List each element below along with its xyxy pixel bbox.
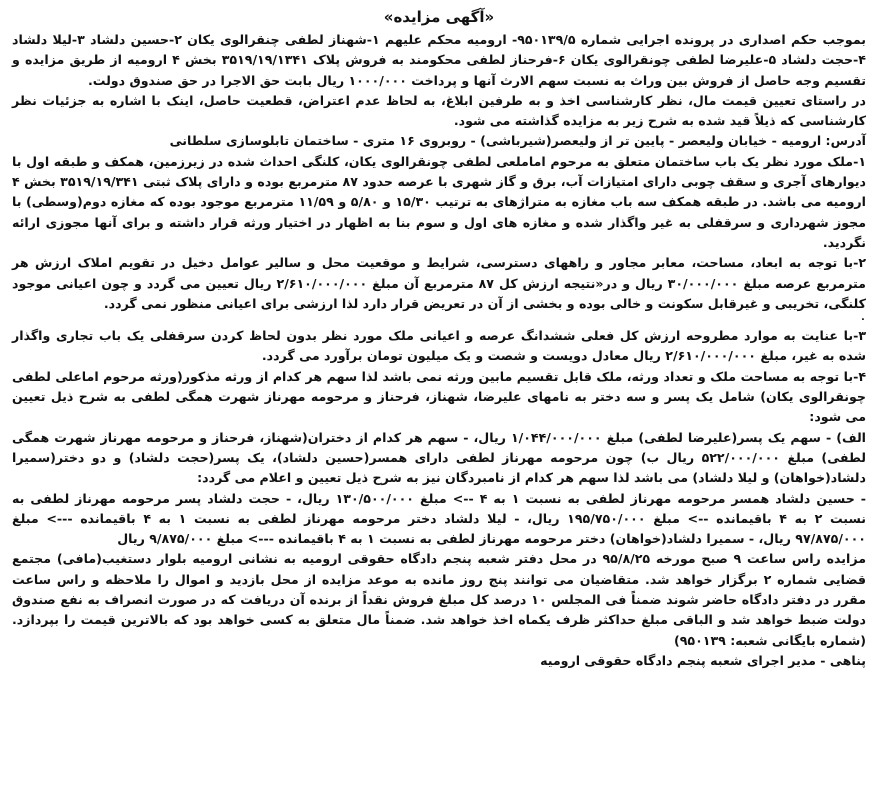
auction-details-paragraph: مزایده راس ساعت ۹ صبح مورخه ۹۵/۸/۲۵ در محل دفتر شعبه پنجم دادگاه حقوقی ارومیه به نشانی ارومیه بلوار دستغیب(مافی) مجتمع قضایی شماره ۲ برگزار خواهد شد. متقاضیان می توانند پنج روز مانده به موعد مزایده از محل بازدید و اموال را ملاحظه و راس ساعت مقرر در دفتر دادگاه حاضر شوند ضمناً فی المجلس ۱۰ درصد کل مبلغ فروش نقداً از برنده آن دریافت که در صورت انصراف به نفع صندوق دولت ضبط خواهد شد و الباقی مبلغ حداکثر ظرف یکماه اخذ خواهد شد. ضمناً مال متعلق به کسی خواهد بود که بالاترین قیمت را بپردازد.(شماره بایگانی شعبه: ۹۵۰۱۳۹) — [12, 551, 867, 648]
item-2-paragraph: ۲-با توجه به ابعاد، مساحت، معابر مجاور و راههای دسترسی، شرایط و موقعیت محل و سالیر عوامل دخیل در تقویم املاک ارزش هر مترمربع عرصه مبلغ ۳۰/۰۰۰/۰۰۰ ریال و در«نتیجه ارزش کل ۸۷ مترمربع آن مبلغ ۲/۶۱۰/۰۰۰/۰۰۰ ریال تعیین می گردد و چون اعیانی موجود کلنگی، تخریبی و غیرقابل سکونت و خالی بوده و بخشی از آن در تعریض قرار دارد لذا ارزشی برای اعیانی منظور نمی گردد. — [12, 255, 866, 311]
item-1-paragraph: ۱-ملک مورد نظر یک باب ساختمان متعلق به مرحوم اماملعی لطفی چونقرالوی یکان، کلنگی احداث شده در زیرزمین، همکف و طبقه اول با دیوارهای آجری و سقف چوبی دارای امتیازات آب، برق و گاز شهری با عرصه حدود ۸۷ مترمربع بوده و دارای پلاک ثبتی ۳۵۱۹/۱۹/۳۴۱ بخش ۴ ارومیه می باشد. در طبقه همکف سه باب مغازه به متراژهای به ترتیب ۱۵/۳۰ و ۵/۸۰ و ۱۱/۵۹ مترمربع موجود بوده که مغازه دوم(وسطی) با مجوز شهرداری و سرقفلی به غیر واگذار شده و مغازه های اول و سوم بنا به اظهار در اختیار ورثه قرار داشته و برای آنها مجوزی ارائه نگردید. — [12, 153, 866, 250]
share-b-paragraph: - حسین دلشاد همسر مرحومه مهرناز لطفی به نسبت ۱ به ۴ --> مبلغ ۱۳۰/۵۰۰/۰۰۰ ریال، - حجت دلشاد پسر مرحومه مهرناز لطفی به نسبت ۲ به ۴ باقیمانده --> مبلغ ۱۹۵/۷۵۰/۰۰۰ ریال، - لیلا دلشاد دختر مرحومه مهرناز لطفی به نسبت ۱ به ۴ باقیمانده ---> مبلغ ۹۷/۸۷۵/۰۰۰ ریال، - سمیرا دلشاد(خواهان) دختر مرحومه مهرناز لطفی به نسبت ۱ به ۴ باقیمانده ---> مبلغ ۹/۸۷۵/۰۰۰ ریال — [12, 490, 867, 547]
signature-line: پناهی - مدیر اجرای شعبه پنجم دادگاه حقوقی ارومیه — [540, 652, 866, 668]
stray-dot: ۰ — [859, 314, 866, 326]
share-a-paragraph: الف) - سهم یک پسر(علیرضا لطفی) مبلغ ۱/۰۴۴/۰۰۰/۰۰۰ ریال، - سهم هر کدام از دختران(شهناز، فرحناز و مرحومه مهرناز شهرت همگی لطفی) مبلغ ۵۲۲/۰۰۰/۰۰۰ ریال ب) چون مرحومه مهرناز لطفی دارای همسر(حسین دلشاد)، یک پسر(حجت دلشاد) و دو دختر(سمیرا دلشاد(خواهان) و لیلا دلشاد) می باشد لذا سهم هر کدام از نامبردگان نیز به شرح ذیل تعیین و اعلام می گردد: — [12, 429, 866, 486]
notice-title: «آگهی مزایده» — [383, 8, 495, 26]
item-4-paragraph: ۴-با توجه به مساحت ملک و تعداد ورثه، ملک قابل تقسیم مابین ورثه نمی باشد لذا سهم هر کدام از ورثه مذکور(ورثه مرحوم اماعلی لطفی چونقرالوی یکان) شامل یک پسر و سه دختر به نامهای علیرضا، شهناز، فرحناز و مرحومه مهرناز شهرت همگی لطفی به شرح ذیل تعیین می شود: — [12, 368, 866, 425]
intro-paragraph: بموجب حکم اصداری در پرونده اجرایی شماره ۹۵۰۱۳۹/۵- ارومیه محکم علیهم ۱-شهناز لطفی چنقرالوی یکان ۲-حسین دلشاد ۳-لیلا دلشاد ۴-حجت دلشاد ۵-علیرضا لطفی چونقرالوی یکان ۶-فرحناز لطفی محکومند به فروش پلاک ۳۵۱۹/۱۹/۱۳۴۱ بخش ۴ ارومیه از طریق مزایده و تقسیم وجه حاصل از فروش بین وراث به نسبت سهم الارث آنها و پرداخت ۱۰۰۰/۰۰۰ ریال بابت حق الاجرا در حق صندوق دولت. — [12, 32, 866, 88]
valuation-paragraph: در راستای تعیین قیمت مال، نظر کارشناسی اخذ و به طرفین ابلاغ، به لحاظ عدم اعتراض، قطعیت حاصل، اینک با اشاره به جزئیات نظر کارشناسی که ذیلاً قید شده به شرح زیر به مزایده گذاشته می شود. — [12, 92, 866, 129]
item-3-paragraph: ۳-با عنایت به موارد مطروحه ارزش کل فعلی ششدانگ عرصه و اعیانی ملک مورد نظر بدون لحاظ کردن سرقفلی یک باب تجاری واگذار شده به غیر، مبلغ ۲/۶۱۰/۰۰۰/۰۰۰ ریال معادل دویست و شصت و یک میلیون تومان برآورد می گردد. — [12, 328, 866, 364]
address-line: آدرس: ارومیه - خیابان ولیعصر - پایین تر از ولیعصر(شیرباشی) - روبروی ۱۶ متری - ساختمان تابلوسازی سلطانی — [169, 133, 866, 149]
